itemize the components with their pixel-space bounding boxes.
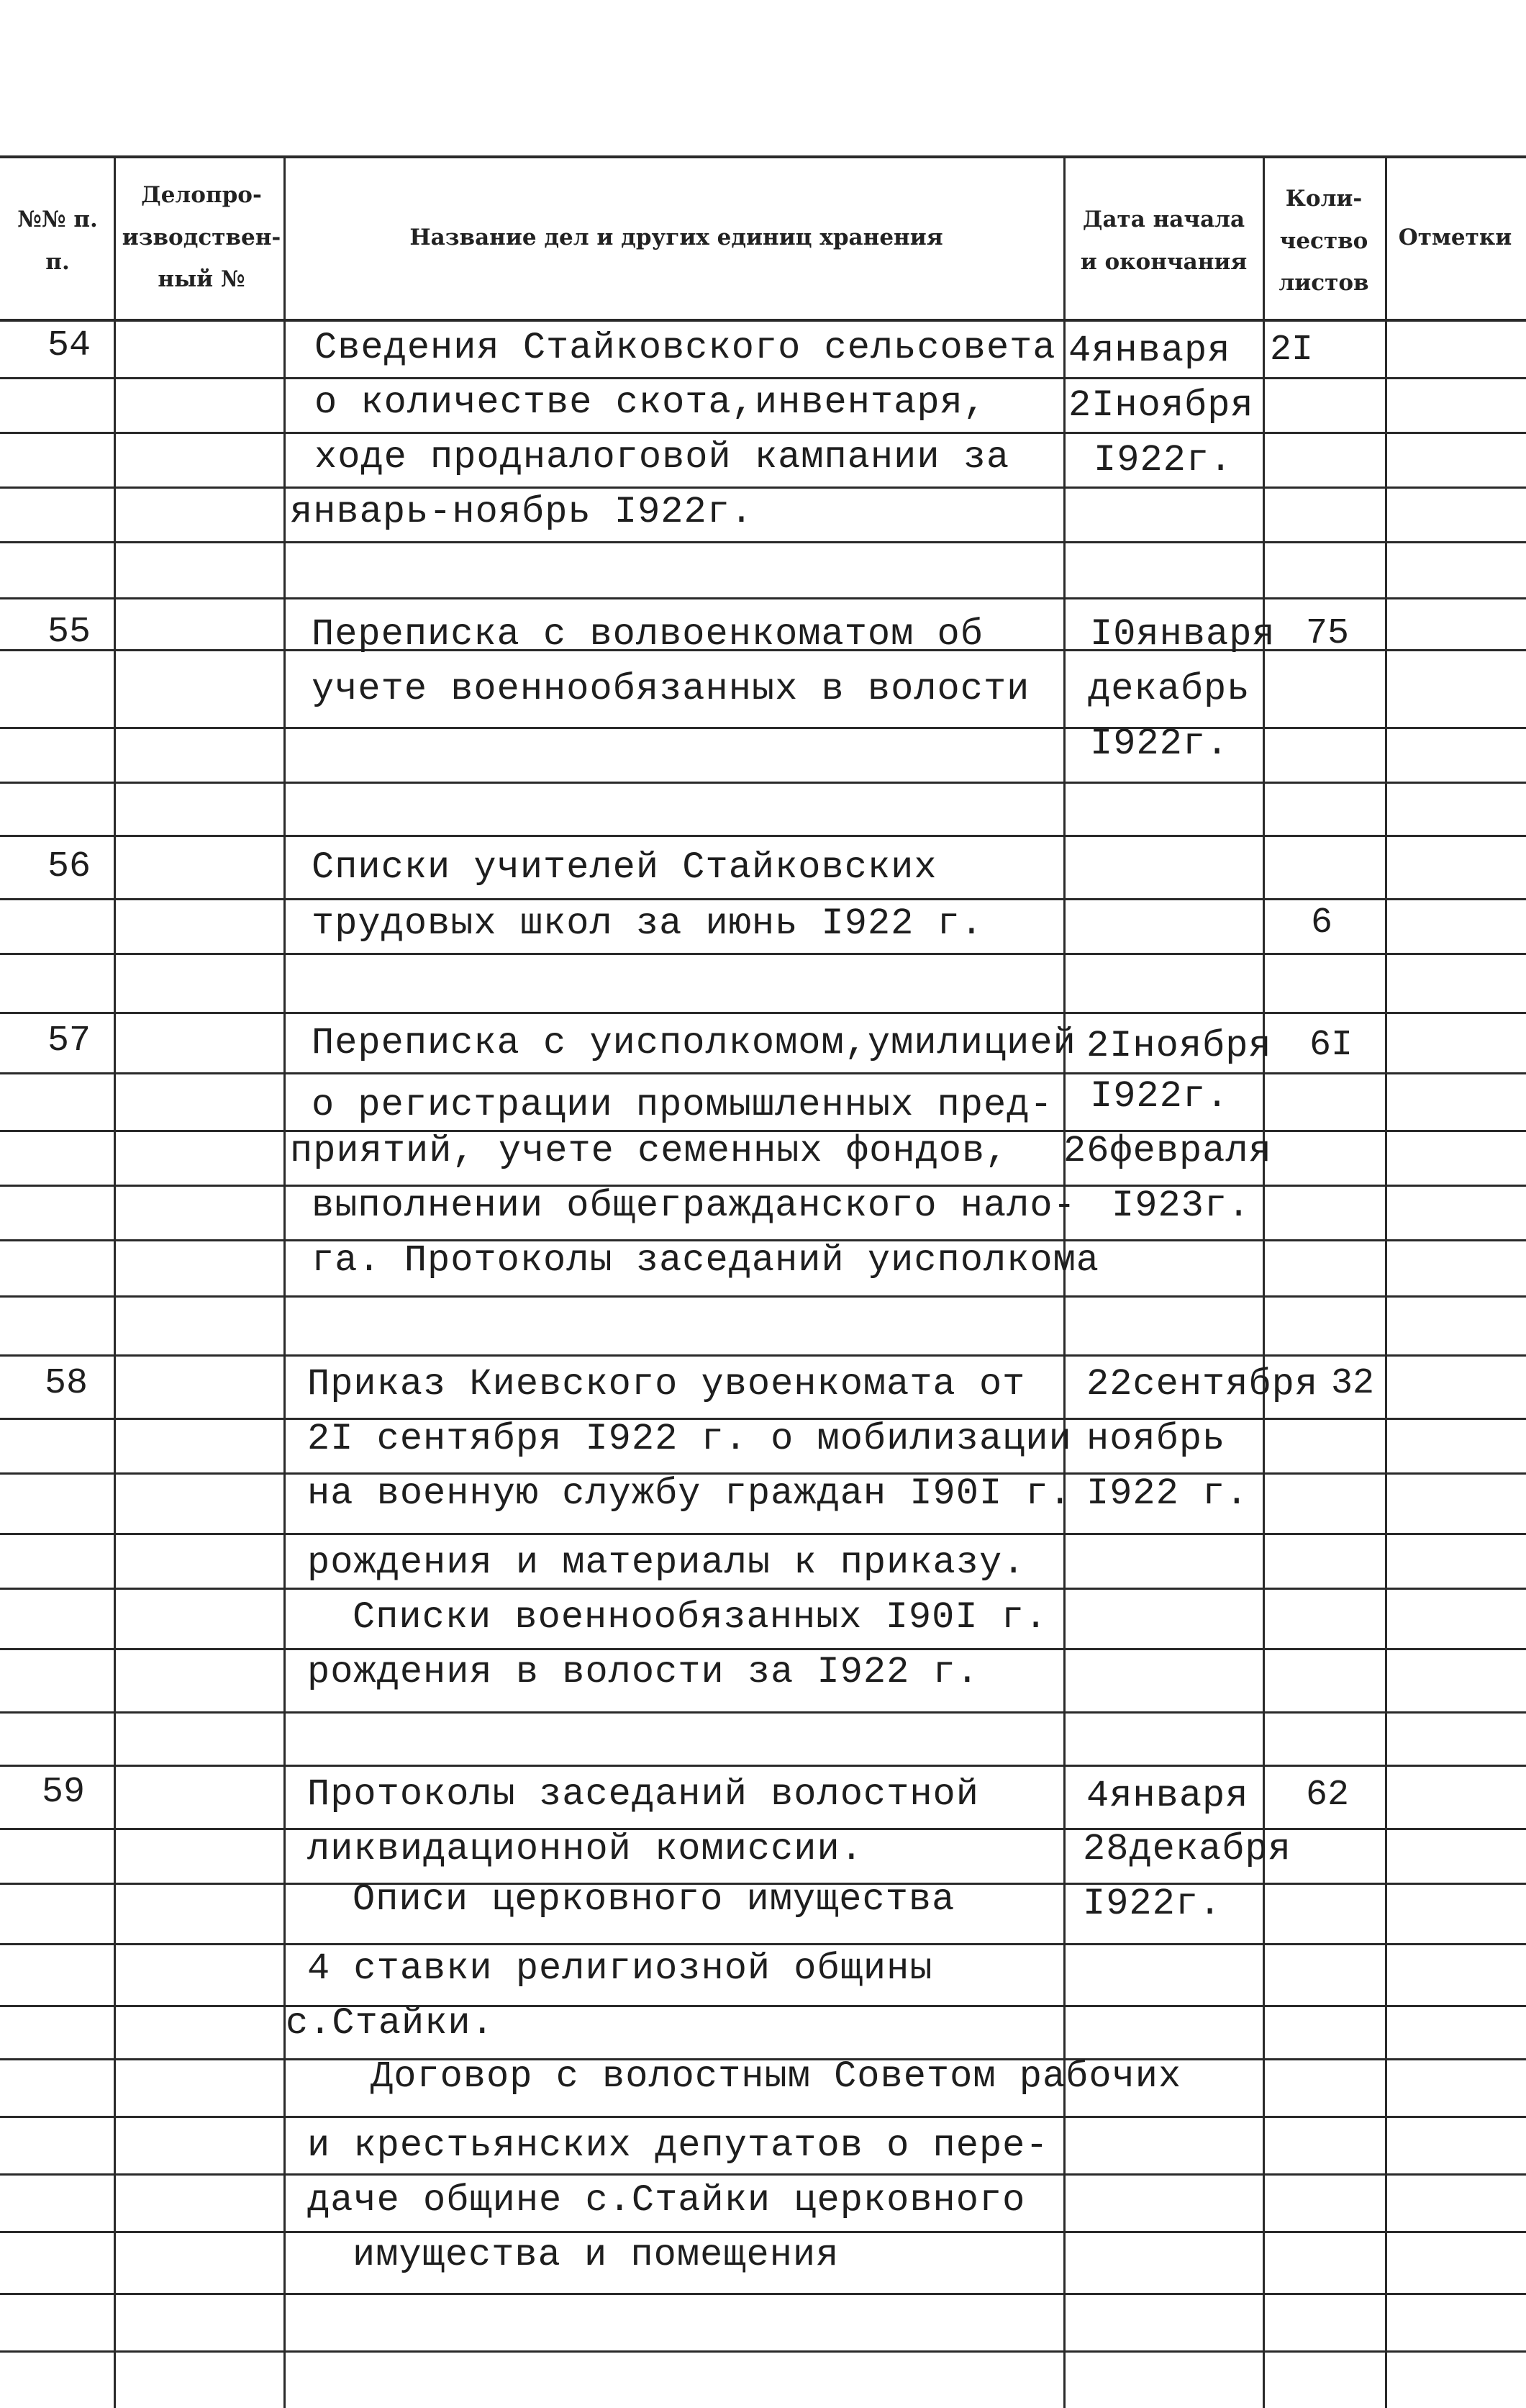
title-line: о количестве скота,инвентаря,: [314, 381, 986, 424]
row-rule: [0, 1012, 1526, 1014]
row-rule: [0, 953, 1526, 955]
record-number: 55: [47, 612, 91, 653]
row-rule: [0, 898, 1526, 900]
title-line: приятий, учете семенных фондов,: [290, 1130, 1009, 1172]
row-rule: [0, 835, 1526, 837]
row-rule: [0, 1943, 1526, 1945]
date-line: ноябрь: [1086, 1418, 1226, 1460]
column-rule-1: [114, 155, 116, 2408]
date-line: I923г.: [1112, 1185, 1251, 1227]
header-bottom-rule: [0, 319, 1526, 322]
title-line: и крестьянских депутатов о пере-: [307, 2124, 1049, 2167]
date-line: 2Iноября: [1068, 384, 1254, 427]
date-line: 4января: [1068, 330, 1231, 372]
title-line: Списки военнообязанных I90I г.: [353, 1596, 1048, 1639]
title-line: с.Стайки.: [286, 2002, 494, 2045]
date-line: 22сентября: [1086, 1363, 1319, 1406]
date-line: I922г.: [1090, 723, 1230, 765]
date-line: I922г.: [1094, 439, 1233, 481]
row-rule: [0, 597, 1526, 599]
row-rule: [0, 1533, 1526, 1535]
header-office-number: Делопро- изводствен- ный №: [122, 181, 281, 293]
row-rule: [0, 782, 1526, 784]
title-line: выполнении общегражданского нало-: [312, 1185, 1076, 1227]
header-sheets: Коли- чество листов: [1279, 185, 1369, 297]
title-line: трудовых школ за июнь I922 г.: [312, 902, 984, 945]
record-number: 54: [47, 325, 91, 366]
title-line: Списки учителей Стайковских: [312, 846, 937, 889]
record-sheets: 75: [1306, 613, 1350, 654]
row-rule: [0, 1588, 1526, 1590]
header-number: №№ п. п.: [17, 207, 98, 275]
column-rule-2: [283, 155, 286, 2408]
column-rule-4: [1263, 155, 1265, 2408]
title-line: ходе продналоговой кампании за: [314, 436, 1010, 479]
row-rule: [0, 1354, 1526, 1357]
title-line: Переписка с волвоенкоматом об: [312, 613, 984, 656]
title-line: Договор с волостным Советом рабочих: [371, 2055, 1182, 2098]
title-line: Описи церковного имущества: [353, 1878, 955, 1921]
title-line: 4 ставки религиозной общины: [307, 1947, 933, 1990]
header-title: Название дел и других единиц хранения: [409, 224, 943, 250]
title-line: Протоколы заседаний волостной: [307, 1773, 979, 1816]
row-rule: [0, 1072, 1526, 1074]
date-line: I922 г.: [1086, 1472, 1249, 1515]
row-rule: [0, 486, 1526, 489]
row-rule: [0, 541, 1526, 543]
title-line: Переписка с уисполкомом,умилицией: [312, 1022, 1076, 1064]
row-rule: [0, 1765, 1526, 1767]
title-line: о регистрации промышленных пред-: [312, 1084, 1053, 1126]
title-line: даче общине с.Стайки церковного: [307, 2179, 1026, 2222]
row-rule: [0, 377, 1526, 379]
record-sheets: 6: [1311, 902, 1333, 943]
title-line: рождения в волости за I922 г.: [307, 1651, 979, 1693]
date-line: 2Iноября: [1086, 1025, 1272, 1067]
row-rule: [0, 1711, 1526, 1714]
record-sheets: 2I: [1270, 330, 1314, 371]
title-line: учете военнообязанных в волости: [312, 668, 1030, 710]
row-rule: [0, 2293, 1526, 2295]
date-line: декабрь: [1088, 668, 1250, 710]
row-rule: [0, 2231, 1526, 2233]
row-rule: [0, 2173, 1526, 2176]
record-number: 59: [42, 1772, 86, 1813]
date-line: I922г.: [1090, 1075, 1230, 1118]
row-rule: [0, 432, 1526, 434]
header-top-rule: [0, 155, 1526, 158]
title-line: 2I сентября I922 г. о мобилизации: [307, 1418, 1072, 1460]
record-sheets: 32: [1331, 1363, 1375, 1404]
title-line: Сведения Стайковского сельсовета: [314, 327, 1056, 369]
date-line: I0января: [1090, 613, 1276, 656]
record-number: 57: [47, 1020, 91, 1062]
row-rule: [0, 2116, 1526, 2118]
header-notes: Отметки: [1398, 224, 1512, 250]
row-rule: [0, 1295, 1526, 1298]
title-line: рождения и материалы к приказу.: [307, 1542, 1026, 1584]
title-line: имущества и помещения: [353, 2234, 840, 2276]
date-line: 26февраля: [1063, 1130, 1272, 1172]
row-rule: [0, 1648, 1526, 1650]
record-number: 56: [47, 846, 91, 887]
row-rule: [0, 2350, 1526, 2353]
row-rule: [0, 727, 1526, 729]
title-line: на военную службу граждан I90I г.: [307, 1472, 1072, 1515]
title-line: январь-ноябрь I922г.: [290, 491, 754, 533]
date-line: I922г.: [1083, 1883, 1222, 1925]
header-dates: Дата начала и окончания: [1080, 207, 1248, 275]
date-line: 28декабря: [1083, 1828, 1291, 1870]
record-sheets: 62: [1306, 1775, 1350, 1816]
row-rule: [0, 2005, 1526, 2007]
title-line: Приказ Киевского увоенкомата от: [307, 1363, 1026, 1406]
date-line: 4января: [1086, 1775, 1249, 1817]
title-line: ликвидационной комиссии.: [307, 1828, 863, 1870]
record-sheets: 6I: [1309, 1025, 1353, 1066]
title-line: га. Протоколы заседаний уисполкома: [312, 1239, 1099, 1282]
record-number: 58: [45, 1363, 88, 1404]
column-rule-5: [1385, 155, 1387, 2408]
